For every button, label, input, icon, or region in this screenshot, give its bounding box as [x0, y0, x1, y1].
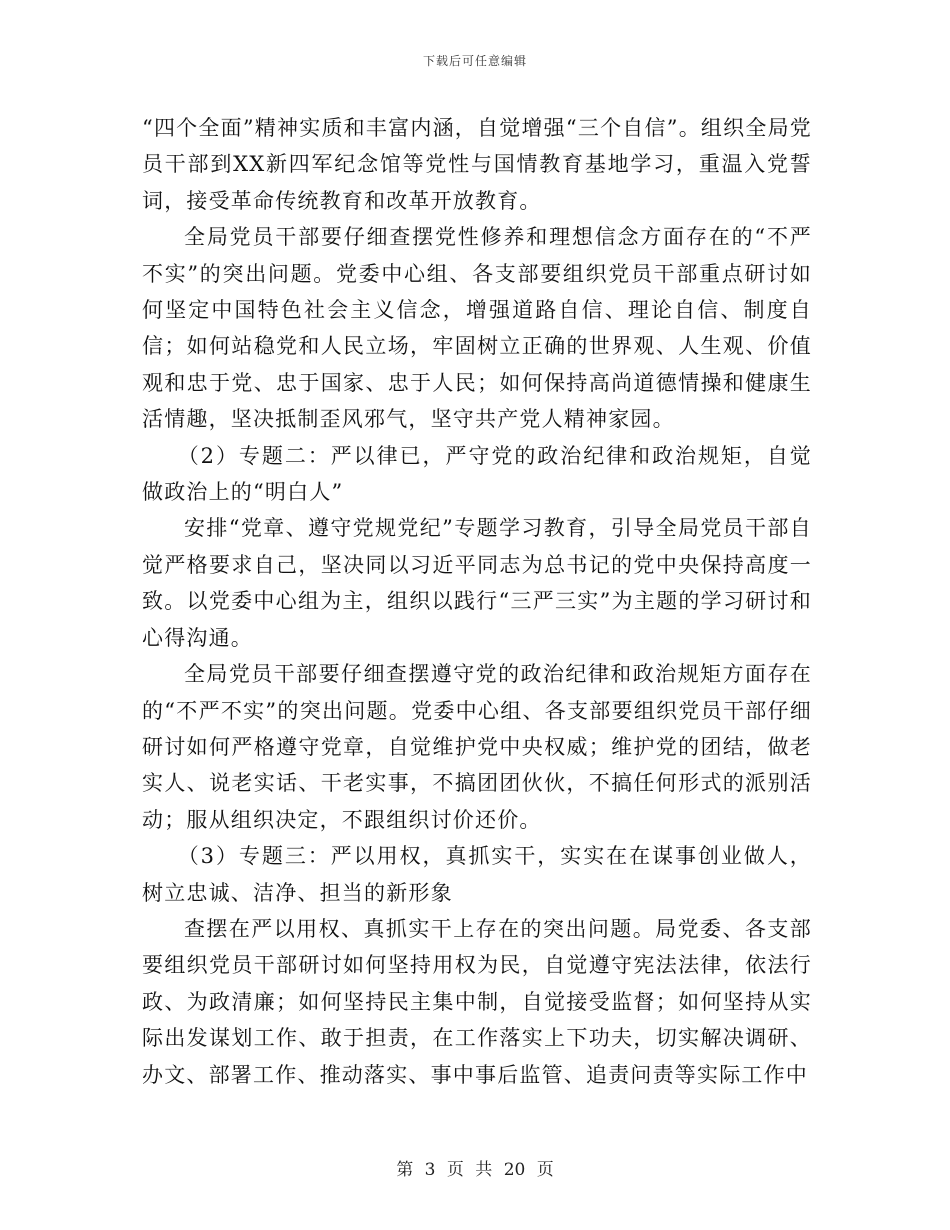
paragraph-review-power: 查摆在严以用权、真抓实干上存在的突出问题。局党委、各支部要组织党员干部研讨如何坚持用权为民，自觉遵守宪法法律，依法行政、为政清廉；如何坚持民主集中制，自觉接受监督；如何坚持从实际出发谋划工作、敢于担责，在工作落实上下功夫，切实解决调研、办文、部署工作、推动落实、事中事后监管、追责问责等实际工作中 [142, 916, 812, 1087]
paragraph-review-ideals: 全局党员干部要仔细查摆党性修养和理想信念方面存在的“不严不实”的突出问题。党委中心组、各支部要组织党员干部重点研讨如何坚定中国特色社会主义信念，增强道路自信、理论自信、制度自信；如何站稳党和人民立场，牢固树立正确的世界观、人生观、价值观和忠于党、忠于国家、忠于人民；如何保持高尚道德情操和健康生活情趣，坚决抵制歪风邪气，坚守共产党人精神家园。 [142, 225, 812, 432]
section-heading-topic-2: （2）专题二：严以律已，严守党的政治纪律和政治规矩，自觉做政治上的“明白人” [142, 443, 812, 505]
document-body [142, 110, 812, 1093]
page-number-footer: 第 3 页 共 20 页 [396, 1160, 554, 1180]
paragraph-continuation: “四个全面”精神实质和丰富内涵，自觉增强“三个自信”。组织全局党员干部到XX新四军纪念馆等党性与国情教育基地学习，重温入党誓词，接受革命传统教育和改革开放教育。 [142, 116, 812, 213]
section-heading-topic-3: （3）专题三：严以用权，真抓实干，实实在在谋事创业做人，树立忠诚、洁净、担当的新形象 [142, 844, 812, 905]
paragraph-study-party-rules: 安排“党章、遵守党规党纪”专题学习教育，引导全局党员干部自觉严格要求自己，坚决同以习近平同志为总书记的党中央保持高度一致。以党委中心组为主，组织以践行“三严三实”为主题的学习研讨和心得沟通。 [142, 516, 812, 650]
page-header: 下载后可任意编辑 [422, 54, 527, 68]
paragraph-review-discipline: 全局党员干部要仔细查摆遵守党的政治纪律和政治规矩方面存在的“不严不实”的突出问题。党委中心组、各支部要组织党员干部仔细研讨如何严格遵守党章，自觉维护党中央权威；维护党的团结，做老实人、说老实话、干老实事，不搞团团伙伙，不搞任何形式的派别活动；服从组织决定，不跟组织讨价还价。 [142, 662, 812, 832]
